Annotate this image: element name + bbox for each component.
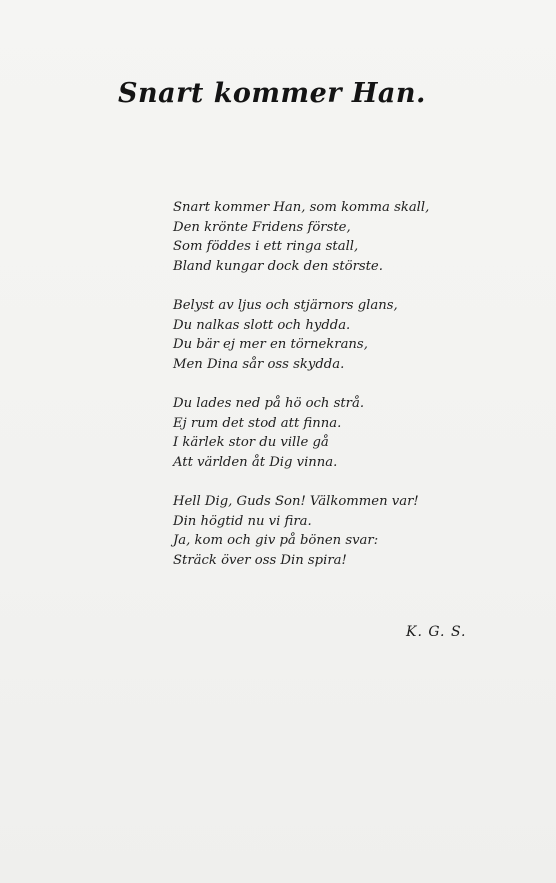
poem-line: Den krönte Fridens förste,	[173, 219, 351, 235]
stanza-4	[173, 492, 473, 570]
author-signature: K. G. S.	[406, 624, 467, 640]
poem-line: Ej rum det stod att finna.	[173, 415, 342, 431]
stanza-2	[173, 296, 473, 374]
poem-line: Snart kommer Han, som komma skall,	[173, 200, 430, 215]
poem-line: Att världen åt Dig vinna.	[173, 454, 338, 470]
poem-line: Sträck över oss Din spira!	[173, 552, 347, 568]
poem-line: Du nalkas slott och hydda.	[173, 317, 351, 333]
poem-line: Belyst av ljus och stjärnors glans,	[173, 297, 398, 313]
poem-title: Snart kommer Han.	[118, 78, 426, 109]
poem-line: Hell Dig, Guds Son! Välkommen var!	[173, 493, 419, 509]
poem-body	[173, 198, 473, 590]
poem-line: I kärlek stor du ville gå	[173, 435, 329, 451]
poem-line: Du lades ned på hö och strå.	[173, 395, 365, 411]
poem-line: Din högtid nu vi fira.	[173, 513, 312, 529]
poem-line: Du bär ej mer en törnekrans,	[173, 337, 368, 353]
poem-line: Ja, kom och giv på bönen svar:	[173, 533, 379, 549]
stanza-1	[173, 198, 473, 276]
poem-line: Men Dina sår oss skydda.	[173, 356, 345, 372]
poem-line: Som föddes i ett ringa stall,	[173, 239, 359, 255]
poem-line: Bland kungar dock den störste.	[173, 258, 383, 274]
stanza-3	[173, 394, 473, 472]
